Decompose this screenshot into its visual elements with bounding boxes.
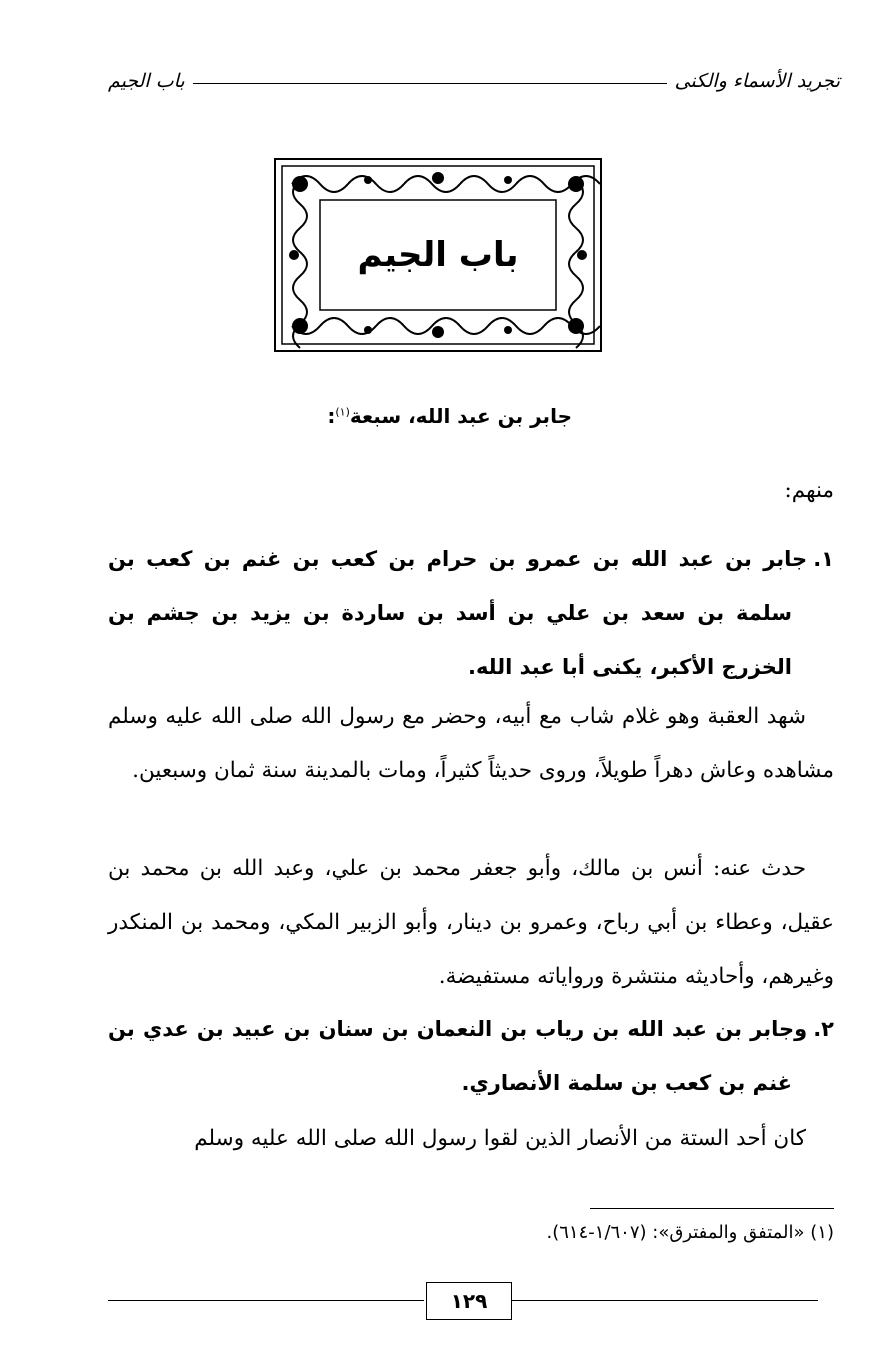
- paragraph-1: شهد العقبة وهو غلام شاب مع أبيه، وحضر مع رسول الله صلى الله عليه وسلم مشاهده وعاش دهراً طويلاً، وروى حديثاً كثيراً، ومات بالمدينة سنة ثمان وسبعين.: [108, 704, 834, 783]
- paragraph-3: كان أحد الستة من الأنصار الذين لقوا رسول الله صلى الله عليه وسلم: [194, 1126, 806, 1151]
- footer-rule-right: [512, 1300, 818, 1301]
- page-number: ١٢٩: [426, 1282, 512, 1320]
- header-chapter-name: باب الجيم: [108, 70, 185, 92]
- header-rule: [193, 83, 667, 84]
- section-footnote-ref: (١): [335, 405, 350, 419]
- footnote-rule: [590, 1208, 834, 1209]
- paragraph-2: حدث عنه: أنس بن مالك، وأبو جعفر محمد بن علي، وعبد الله بن محمد بن عقيل، وعطاء بن أبي رباح، وعمرو بن دينار، وأبو الزبير المكي، ومحمد بن المنكدر وغيرهم، وأحاديثه منتشرة ورواياته مستفيضة.: [108, 856, 834, 989]
- running-header: [108, 52, 840, 92]
- footnote: (١) «المتفق والمفترق»: (١/٦٠٧-٦١٤).: [546, 1222, 834, 1243]
- footer-rule-left: [108, 1300, 424, 1301]
- section-heading: [200, 404, 572, 428]
- header-book-title: تجريد الأسماء والكنى: [674, 70, 840, 92]
- entry-1-number: ١.: [813, 547, 834, 571]
- entry-2-name: وجابر بن عبد الله بن رياب بن النعمان بن سنان بن عبيد بن عدي بن غنم بن كعب بن سلمة الأنصاري.: [108, 1017, 808, 1095]
- intro-text: منهم:: [784, 478, 834, 503]
- ornamental-title-frame: [272, 156, 604, 354]
- entry-1: [108, 532, 834, 694]
- section-heading-colon: :: [327, 404, 336, 428]
- entry-2: [108, 1002, 834, 1110]
- entry-2-number: ٢.: [813, 1017, 834, 1041]
- entry-1-name: جابر بن عبد الله بن عمرو بن حرام بن كعب بن غنم بن كعب بن سلمة بن سعد بن علي بن أسد بن ساردة بن يزيد بن جشم بن الخزرج الأكبر، يكنى أبا عبد الله.: [108, 547, 808, 679]
- chapter-title: باب الجيم: [357, 235, 519, 275]
- section-heading-text: جابر بن عبد الله، سبعة: [349, 404, 572, 428]
